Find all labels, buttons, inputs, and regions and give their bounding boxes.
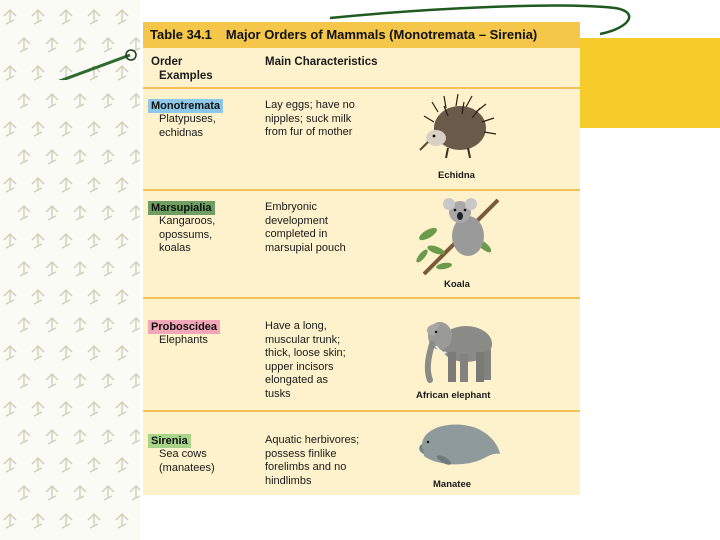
pattern-mark bbox=[60, 514, 72, 528]
decorative-pattern bbox=[0, 0, 140, 540]
example-line: Platypuses, bbox=[159, 113, 216, 125]
table-title bbox=[150, 27, 537, 42]
characteristic-line: elongated as bbox=[265, 374, 328, 387]
pattern-mark bbox=[46, 430, 58, 444]
pattern-mark bbox=[18, 430, 30, 444]
pattern-mark bbox=[116, 458, 128, 472]
caption-manatee: Manatee bbox=[433, 479, 472, 490]
pattern-mark bbox=[46, 318, 58, 332]
pattern-mark bbox=[130, 262, 140, 276]
pattern-mark bbox=[60, 402, 72, 416]
pattern-mark bbox=[4, 402, 16, 416]
pattern-mark bbox=[116, 122, 128, 136]
pattern-mark bbox=[46, 262, 58, 276]
pattern-mark bbox=[32, 402, 44, 416]
pattern-mark bbox=[74, 94, 86, 108]
pattern-mark bbox=[60, 122, 72, 136]
order-tag-proboscidea: Proboscidea bbox=[148, 320, 220, 334]
row-rule-3 bbox=[143, 410, 580, 412]
pattern-mark bbox=[4, 122, 16, 136]
pattern-mark bbox=[74, 206, 86, 220]
pattern-mark bbox=[130, 374, 140, 388]
koala-illustration bbox=[414, 194, 500, 276]
pattern-mark bbox=[102, 430, 114, 444]
pattern-mark bbox=[88, 290, 100, 304]
pattern-mark bbox=[60, 458, 72, 472]
pattern-mark bbox=[46, 206, 58, 220]
pattern-mark bbox=[60, 290, 72, 304]
pattern-mark bbox=[46, 150, 58, 164]
pattern-mark bbox=[102, 374, 114, 388]
pattern-mark bbox=[88, 514, 100, 528]
header-characteristics: Main Characteristics bbox=[265, 56, 378, 68]
example-line: opossums, bbox=[159, 228, 213, 241]
pattern-mark bbox=[102, 206, 114, 220]
pattern-mark bbox=[60, 346, 72, 360]
pattern-mark bbox=[18, 206, 30, 220]
characteristic-line: tusks bbox=[265, 387, 291, 400]
example-line: Sea cows bbox=[159, 448, 207, 460]
example-line: echidnas bbox=[159, 126, 204, 139]
order-tag-sirenia: Sirenia bbox=[148, 434, 191, 448]
pattern-mark bbox=[60, 178, 72, 192]
header-rule bbox=[143, 87, 580, 89]
pattern-mark bbox=[46, 374, 58, 388]
order-tag-marsupialia: Marsupialia bbox=[148, 201, 215, 215]
pattern-mark bbox=[88, 178, 100, 192]
pattern-mark bbox=[116, 234, 128, 248]
example-line: koalas bbox=[159, 242, 191, 255]
pattern-mark bbox=[4, 346, 16, 360]
characteristics-marsupialia bbox=[265, 201, 395, 255]
characteristics-sirenia bbox=[265, 434, 395, 488]
manatee-illustration bbox=[414, 414, 504, 476]
pattern-mark bbox=[116, 346, 128, 360]
pattern-mark bbox=[4, 178, 16, 192]
echidna-illustration bbox=[418, 92, 498, 164]
examples-sirenia bbox=[159, 448, 259, 475]
characteristics-proboscidea bbox=[265, 320, 395, 402]
pattern-mark bbox=[130, 206, 140, 220]
pattern-mark bbox=[32, 122, 44, 136]
pattern-mark bbox=[88, 346, 100, 360]
order-tag-monotremata: Monotremata bbox=[148, 99, 223, 113]
characteristic-line: from fur of mother bbox=[265, 126, 353, 139]
pattern-mark bbox=[116, 514, 128, 528]
header-order: Order bbox=[151, 56, 183, 68]
row-rule-2 bbox=[143, 297, 580, 299]
pattern-mark bbox=[102, 94, 114, 108]
pattern-mark bbox=[18, 262, 30, 276]
pattern-mark bbox=[102, 262, 114, 276]
caption-african-elephant: African elephant bbox=[416, 390, 491, 401]
pattern-mark bbox=[102, 318, 114, 332]
pattern-mark bbox=[88, 234, 100, 248]
characteristic-line: muscular trunk; bbox=[265, 333, 341, 346]
example-line: (manatees) bbox=[159, 461, 215, 474]
pattern-graphic bbox=[0, 0, 140, 540]
pattern-mark bbox=[116, 402, 128, 416]
characteristic-line: Lay eggs; have no bbox=[265, 99, 355, 111]
pattern-mark bbox=[32, 178, 44, 192]
pattern-mark bbox=[102, 486, 114, 500]
characteristic-line: marsupial pouch bbox=[265, 241, 346, 254]
pattern-mark bbox=[4, 458, 16, 472]
pattern-mark bbox=[4, 290, 16, 304]
characteristic-line: development bbox=[265, 214, 328, 227]
pattern-mark bbox=[74, 486, 86, 500]
pattern-mark bbox=[4, 234, 16, 248]
pattern-mark bbox=[18, 318, 30, 332]
pattern-mark bbox=[102, 150, 114, 164]
pattern-mark bbox=[32, 514, 44, 528]
pattern-mark bbox=[18, 150, 30, 164]
examples-proboscidea bbox=[159, 334, 259, 348]
pattern-mark bbox=[88, 122, 100, 136]
pattern-mark bbox=[60, 234, 72, 248]
pattern-mark bbox=[74, 374, 86, 388]
characteristic-line: Embryonic bbox=[265, 201, 317, 213]
pattern-mark bbox=[18, 486, 30, 500]
characteristic-line: forelimbs and no bbox=[265, 461, 347, 474]
pattern-mark bbox=[74, 430, 86, 444]
table-number: Table 34.1 bbox=[150, 27, 212, 42]
table-title-text: Major Orders of Mammals (Monotremata – Sirenia) bbox=[225, 27, 538, 42]
caption-koala: Koala bbox=[444, 279, 470, 290]
characteristic-line: thick, loose skin; bbox=[265, 347, 346, 360]
characteristic-line: possess finlike bbox=[265, 447, 337, 460]
pattern-mark bbox=[88, 402, 100, 416]
pattern-mark bbox=[74, 318, 86, 332]
example-line: Kangaroos, bbox=[159, 215, 216, 227]
characteristic-line: hindlimbs bbox=[265, 474, 312, 487]
elephant-illustration bbox=[418, 308, 498, 388]
characteristic-line: Aquatic herbivores; bbox=[265, 434, 360, 446]
pattern-mark bbox=[130, 94, 140, 108]
pattern-mark bbox=[32, 346, 44, 360]
pattern-mark bbox=[116, 178, 128, 192]
characteristic-line: completed in bbox=[265, 228, 328, 241]
characteristics-monotremata bbox=[265, 99, 395, 140]
pattern-mark bbox=[116, 290, 128, 304]
pattern-mark bbox=[18, 94, 30, 108]
characteristic-line: upper incisors bbox=[265, 360, 334, 373]
characteristic-line: Have a long, bbox=[265, 320, 327, 332]
pattern-mark bbox=[88, 458, 100, 472]
pattern-mark bbox=[32, 234, 44, 248]
pattern-mark bbox=[130, 150, 140, 164]
pattern-mark bbox=[130, 430, 140, 444]
accent-block bbox=[578, 38, 720, 128]
characteristic-line: nipples; suck milk bbox=[265, 112, 352, 125]
examples-monotremata bbox=[159, 113, 259, 140]
row-rule-1 bbox=[143, 189, 580, 191]
pattern-mark bbox=[46, 486, 58, 500]
pattern-mark bbox=[32, 290, 44, 304]
header-examples: Examples bbox=[159, 70, 213, 82]
pattern-mark bbox=[46, 94, 58, 108]
pattern-mark bbox=[18, 374, 30, 388]
example-line: Elephants bbox=[159, 334, 208, 346]
pattern-mark bbox=[74, 150, 86, 164]
pattern-mark bbox=[130, 318, 140, 332]
pattern-mark bbox=[74, 262, 86, 276]
pattern-mark bbox=[130, 486, 140, 500]
pattern-mark bbox=[32, 458, 44, 472]
examples-marsupialia bbox=[159, 215, 259, 256]
pattern-mark bbox=[4, 514, 16, 528]
caption-echidna: Echidna bbox=[438, 170, 475, 181]
